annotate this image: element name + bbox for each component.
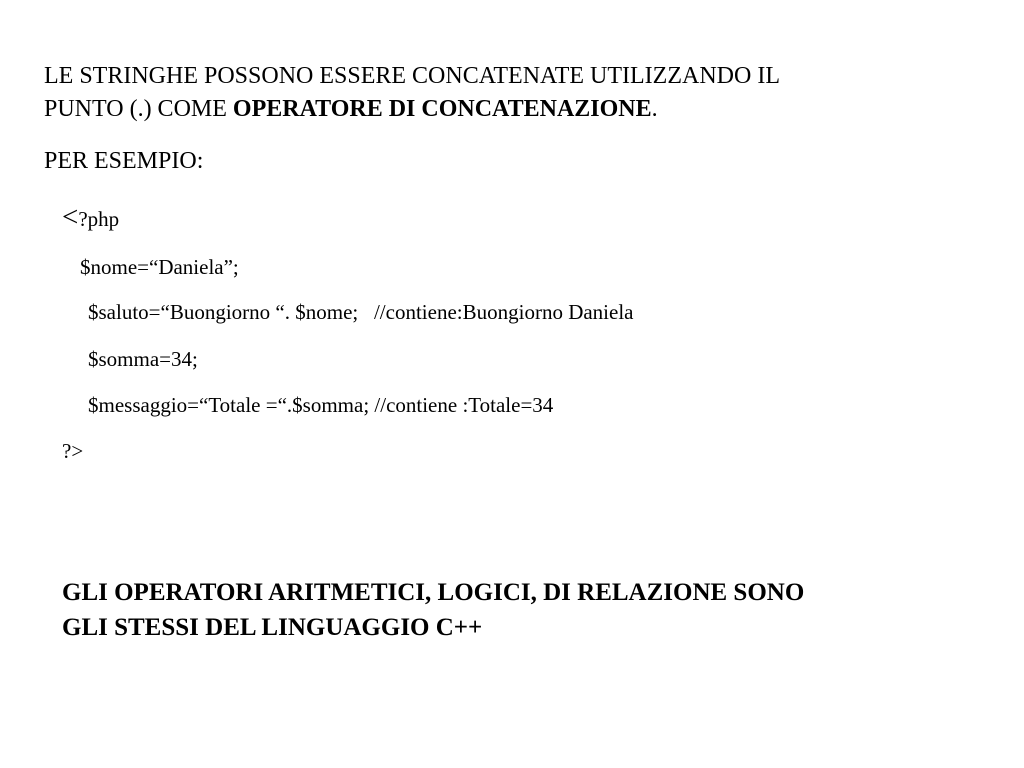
intro-line-2-prefix: PUNTO (.) COME xyxy=(44,96,233,122)
code-line-saluto: $saluto=“Buongiorno “. $nome; //contiene:Buongiorno Daniela xyxy=(88,300,634,324)
operators-note-line-2: GLI STESSI DEL LINGUAGGIO C++ xyxy=(62,614,483,641)
php-open-lt: < xyxy=(62,201,79,233)
operators-note xyxy=(62,575,982,645)
code-line-nome: $nome=“Daniela”; xyxy=(80,255,239,279)
code-line-messaggio: $messaggio=“Totale =“.$somma; //contiene :Totale=34 xyxy=(88,393,554,417)
php-close-tag: ?> xyxy=(62,439,84,463)
php-open-rest: ?php xyxy=(78,207,120,231)
intro-line-2-suffix: . xyxy=(651,96,658,122)
concatenation-operator-term: OPERATORE DI CONCATENAZIONE xyxy=(232,96,652,122)
operators-note-line-1: GLI OPERATORI ARITMETICI, LOGICI, DI RELAZIONE SONO xyxy=(62,579,805,606)
example-label: PER ESEMPIO: xyxy=(44,148,204,174)
intro-paragraph xyxy=(44,60,984,126)
intro-line-1: LE STRINGHE POSSONO ESSERE CONCATENATE UTILIZZANDO IL xyxy=(44,63,780,89)
code-line-somma: $somma=34; xyxy=(88,347,198,371)
php-open-tag xyxy=(62,203,119,233)
